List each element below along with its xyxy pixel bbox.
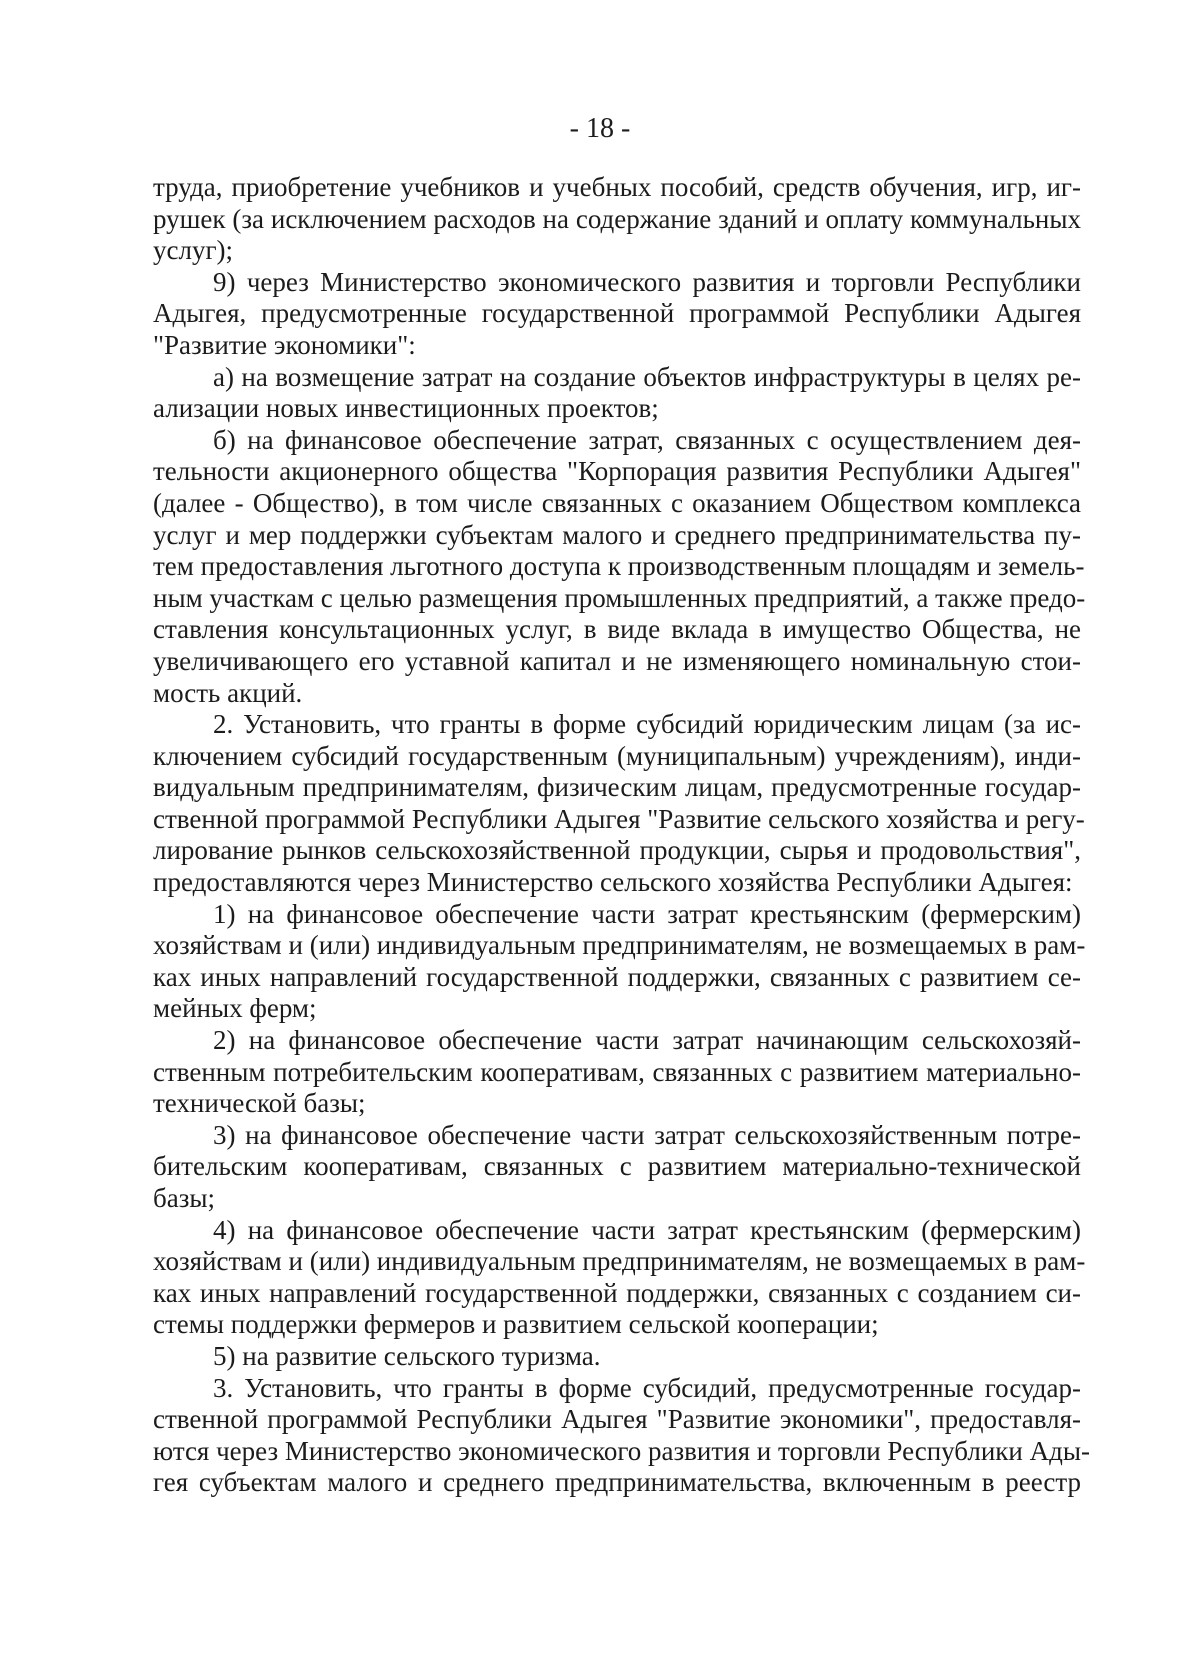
text-line: ственным потребительским кооперативам, связанных с развитием материально- <box>153 1056 1081 1087</box>
text-line: хозяйствам и (или) индивидуальным предпринимателям, не возмещаемых в рам- <box>153 1246 1086 1277</box>
text-line: тем предоставления льготного доступа к производственным площадям и земель- <box>153 551 1085 582</box>
text-line: а) на возмещение затрат на создание объектов инфраструктуры в целях ре- <box>213 361 1081 392</box>
paragraph-p-2-1 <box>153 898 1086 1025</box>
text-line: хозяйствам и (или) индивидуальным предпринимателям, не возмещаемых в рам- <box>153 930 1086 961</box>
text-line: предоставляются через Министерство сельского хозяйства Республики Адыгея: <box>153 867 1073 898</box>
text-line: стемы поддержки фермеров и развитием сельской кооперации; <box>153 1309 879 1340</box>
text-line: ным участкам с целью размещения промышленных предприятий, а также предо- <box>153 582 1086 613</box>
text-line: 2. Установить, что гранты в форме субсидий юридическим лицам (за ис- <box>213 709 1081 740</box>
text-line: 3. Установить, что гранты в форме субсидий, предусмотренные государ- <box>213 1372 1081 1403</box>
paragraph-p-2 <box>153 709 1085 899</box>
text-line: ственной программой Республики Адыгея "Развитие экономики", предоставля- <box>153 1404 1081 1435</box>
text-line: лирование рынков сельскохозяйственной продукции, сырья и продовольствия", <box>153 835 1081 866</box>
text-line: "Развитие экономики": <box>153 329 416 360</box>
text-line: базы; <box>153 1183 216 1213</box>
text-line: труда, приобретение учебников и учебных пособий, средств обучения, игр, иг- <box>153 172 1081 202</box>
text-line: 5) на развитие сельского туризма. <box>213 1340 601 1371</box>
text-line: видуальным предпринимателям, физическим лицам, предусмотренные государ- <box>153 772 1081 803</box>
paragraph-p-3 <box>153 1372 1090 1499</box>
page-number: - 18 - <box>569 113 631 144</box>
text-line: 2) на финансовое обеспечение части затрат начинающим сельскохозяй- <box>213 1025 1081 1056</box>
text-line: ках иных направлений государственной поддержки, связанных с созданием си- <box>153 1277 1081 1308</box>
text-line: 3) на финансовое обеспечение части затрат сельскохозяйственным потре- <box>213 1119 1081 1150</box>
text-line: тельности акционерного общества "Корпорация развития Республики Адыгея" <box>153 456 1081 487</box>
text-line: ственной программой Республики Адыгея "Развитие сельского хозяйства и регу- <box>153 803 1085 834</box>
text-line: бительским кооперативам, связанных с развитием материально-технической <box>153 1151 1081 1182</box>
paragraph-p-cont <box>153 172 1081 267</box>
text-line: услуг); <box>153 235 234 266</box>
text-line: б) на финансовое обеспечение затрат, связанных с осуществлением дея- <box>213 424 1081 455</box>
text-line: услуг и мер поддержки субъектам малого и среднего предпринимательства пу- <box>153 519 1081 550</box>
paragraph-p-2-5 <box>153 1341 1081 1373</box>
text-line: ключением субсидий государственным (муниципальным) учреждениям), инди- <box>153 740 1081 771</box>
paragraph-p-9b <box>153 424 1086 709</box>
document-body <box>153 172 1090 1499</box>
paragraph-p-9a <box>153 362 1081 425</box>
paragraph-p-9 <box>153 267 1081 362</box>
text-line: ках иных направлений государственной поддержки, связанных с развитием се- <box>153 961 1081 992</box>
text-line: ализации новых инвестиционных проектов; <box>153 393 659 424</box>
text-line: Адыгея, предусмотренные государственной программой Республики Адыгея <box>153 298 1081 329</box>
paragraph-p-2-2 <box>153 1025 1081 1120</box>
text-line: 4) на финансовое обеспечение части затрат крестьянским (фермерским) <box>213 1214 1081 1245</box>
text-line: увеличивающего его уставной капитал и не изменяющего номинальную стои- <box>153 645 1081 676</box>
text-line: технической базы; <box>153 1088 366 1119</box>
text-line: гея субъектам малого и среднего предпринимательства, включенным в реестр <box>153 1467 1081 1498</box>
text-line: мейных ферм; <box>153 993 317 1024</box>
text-line: 1) на финансовое обеспечение части затрат крестьянским (фермерским) <box>213 898 1081 929</box>
text-line: ставления консультационных услуг, в виде вклада в имущество Общества, не <box>153 614 1081 645</box>
text-line: мость акций. <box>153 677 303 708</box>
text-line: рушек (за исключением расходов на содержание зданий и оплату коммунальных <box>153 203 1081 234</box>
text-line: ются через Министерство экономического развития и торговли Республики Ады- <box>153 1435 1090 1466</box>
paragraph-p-2-3 <box>153 1120 1081 1215</box>
text-line: 9) через Министерство экономического развития и торговли Республики <box>213 266 1081 297</box>
text-line: (далее - Общество), в том числе связанных с оказанием Обществом комплекса <box>153 487 1081 518</box>
paragraph-p-2-4 <box>153 1214 1086 1341</box>
